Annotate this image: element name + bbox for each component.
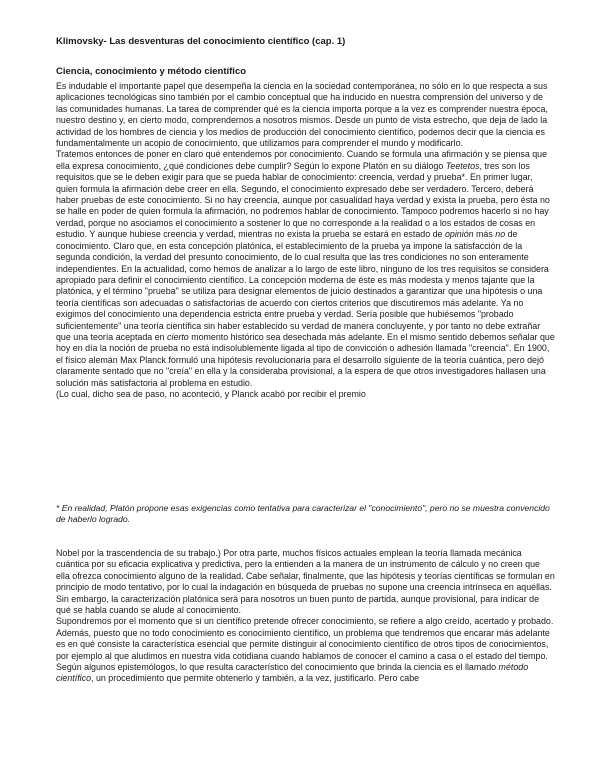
paragraph-scientific-knowledge: Supondremos por el momento que si un científico pretende ofrecer conocimiento, se refiere a algo creído, acertado y probado. Además, puesto que no todo conocimiento es conocimiento científico, un problema que tendremos que encarar más adelante es en qué consiste la característica esencial que permite distinguir al conocimiento científico de otros tipos de conocimientos, por ejemplo al que aludimos en nuestra vida cotidiana cuando hablamos de conocer el camino a casa o el estado del tiempo.: [56, 616, 554, 661]
text-run: momento histórico sea desechada más adelante. En el mismo sentido debemos señalar que hoy en día la noción de prueba no está indisolublemente ligada al tipo de convicción o adhesión llamada "creencia". En 1900, el físico alemán Max Planck formuló una hipótesis revolucionaria para el desarrollo siguiente de la teoría cuántica, pero dejó claramente sentado que no "creía" en ella y la consideraba provisional, a la espera de que otros investigadores hallasen una solución más satisfactoria al problema en estudio.: [56, 331, 555, 388]
section-heading: Ciencia, conocimiento y método científico: [56, 66, 247, 77]
paragraph-platonic-start: Sin embargo, la caracterización platónica será para nosotros un buen punto de partida, aunque provisional, para indicar de qué se habla cuando se alude al conocimiento.: [56, 593, 540, 616]
continuation-text-block: [56, 548, 556, 685]
text-run-italic: método científico: [56, 662, 529, 684]
text-run: más: [473, 229, 496, 240]
text-run: Tratemos entonces de poner en claro qué entendemos por conocimiento. Cuando se formula una afirmación y se piensa que ella expresa conocimiento, ¿qué condiciones debe cumplir? Según lo expone Platón en su diálogo: [56, 149, 548, 171]
text-run-italic: no: [495, 229, 506, 240]
paragraph-planck: (Lo cual, dicho sea de paso, no aconteció, y Planck acabó por recibir el premio: [56, 388, 366, 399]
footnote: * En realidad, Platón propone esas exigencias como tentativa para caracterizar el "conocimiento", pero no se muestra convencido de haberlo logrado.: [56, 503, 550, 525]
text-run: , tres son los requisitos que se le deben exigir para que se pueda hablar de conocimiento: creencia, verdad y prueba*. En primer lugar, quien formula la afirmación debe creer en ella. Segundo, el conocimiento expresado debe ser verdadero. Tercero, deberá haber pruebas de este conocimiento. Si no hay creencia, aunque por casualidad haya verdad y exista la prueba, pero ésta no se halle en poder de quien formula la afirmación, no podremos hablar de conocimiento. Tampoco podremos hacerlo si no hay verdad, porque no asociamos el conocimiento a sostener lo que no corresponde a la realidad o a los estados de cosas en estudio. Y aunque hubiese creencia y verdad, mientras no exista la prueba se estará en estado de: [56, 160, 550, 240]
main-text-block: [56, 81, 556, 400]
paragraph-knowledge: [56, 149, 556, 389]
paragraph-intro: Es indudable el importante papel que desempeña la ciencia en la sociedad contemporánea, no sólo en lo que respecta a sus aplicaciones tecnológicas sino también por el cambio conceptual que ha inducido en nuestra comprensión del universo y de las comunidades humanas. La tarea de comprender qué es la ciencia importa porque a la vez es comprender nuestra época, nuestro destino y, en cierto modo, comprendernos a nosotros mismos. Desde un punto de vista estrecho, que deja de lado la actividad de los hombres de ciencia y los medios de producción del conocimiento científico, podemos decir que la ciencia es fundamentalmente un acopio de conocimiento, que utilizamos para comprender el mundo y modificarlo.: [56, 81, 548, 149]
text-run-italic: Teetetos: [445, 160, 480, 171]
paragraph-method: [56, 662, 556, 685]
text-run-italic: cierto: [167, 331, 189, 342]
document-page: [56, 36, 556, 684]
paragraph-nobel: Nobel por la trascendencia de su trabajo.) Por otra parte, muchos físicos actuales emplean la teoría llamada mecánica cuántica por su eficacia explicativa y predictiva, pero la entienden a la manera de un instrumento de cálculo y no creen que ella ofrezca conocimiento alguno de la realidad. Cabe señalar, finalmente, que las hipótesis y teorías científicas se formulan en principio de modo tentativo, por lo cual la indagación en búsqueda de pruebas no supone una creencia intrínseca en aquéllas.: [56, 548, 555, 593]
text-run: Según algunos epistemólogos, lo que resulta característico del conocimiento que brinda la ciencia es el llamado: [56, 662, 499, 673]
document-title: Klimovsky- Las desventuras del conocimiento científico (cap. 1): [56, 36, 346, 47]
text-run: de conocimiento. Claro que, en esta concepción platónica, el establecimiento de la prueba ya impone la satisfacción de la segunda condición, la verdad del presunto conocimiento, de lo cual resulta que las tres condiciones no son enteramente independientes. En la actualidad, como hemos de analizar a lo largo de este libro, ninguno de los tres requisitos se considera apropiado para definir el conocimiento científico. La concepción moderna de éste es más modesta y menos tajante que la platónica, y el término "prueba" se utiliza para designar elementos de juicio destinados a garantizar que una hipótesis o una teoría científicas son adecuadas o satisfactorias de acuerdo con ciertos criterios que discutiremos más adelante. Ya no exigimos del conocimiento una dependencia estricta entre prueba y verdad. Sería posible que hubiésemos "probado suficientemente" una teoría científica sin haber establecido su verdad de manera concluyente, y por tanto no debe extrañar que una teoría aceptada en: [56, 229, 549, 342]
text-run-italic: opinión: [444, 229, 474, 240]
text-run: , un procedimiento que permite obtenerlo y también, a la vez, justificarlo. Pero cabe: [91, 673, 420, 684]
